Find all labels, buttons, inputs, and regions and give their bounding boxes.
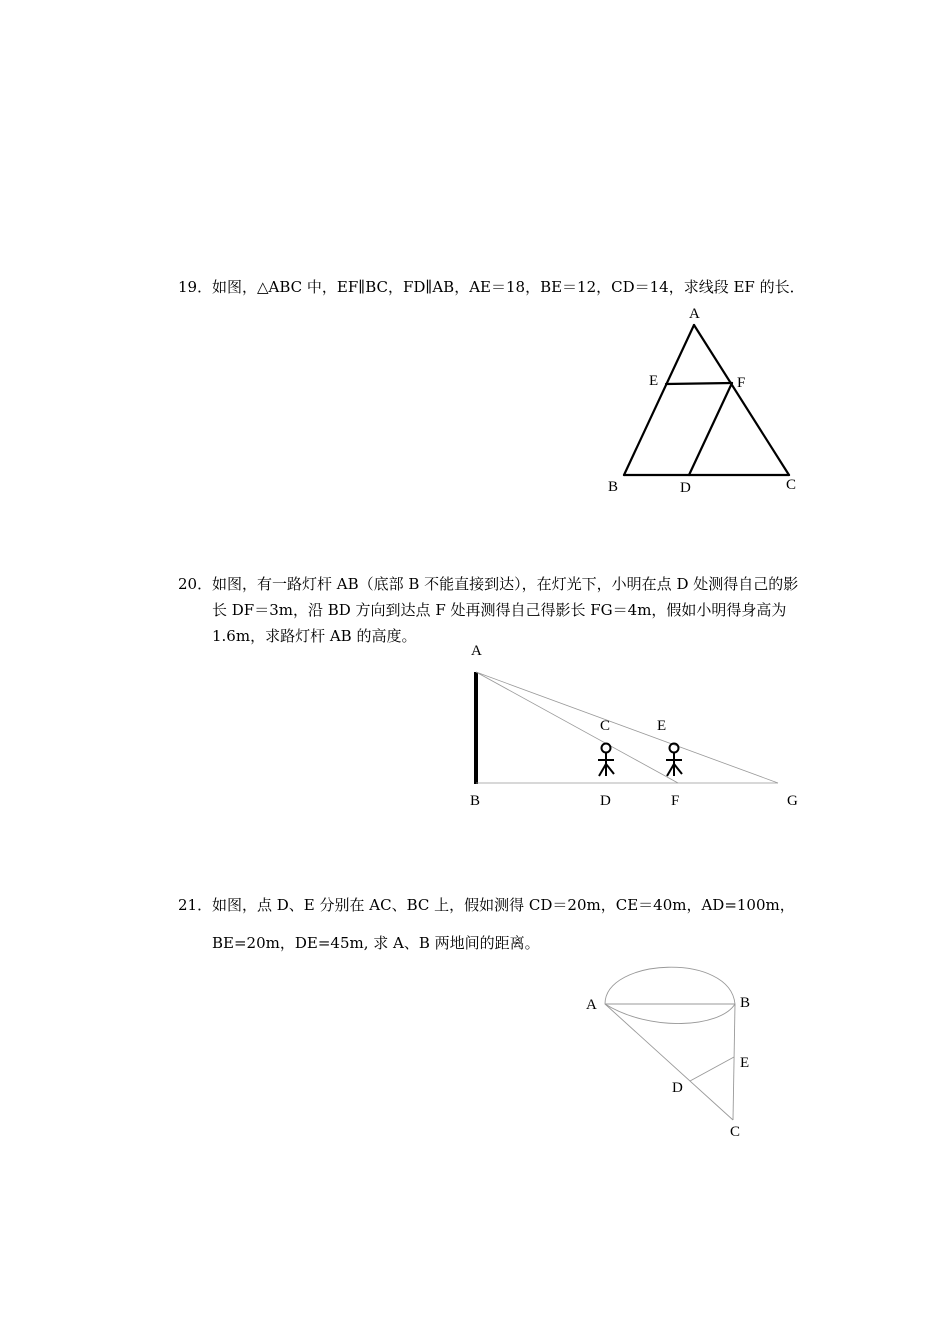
question-text: 如图，点 D、E 分别在 AC、BC 上，假如测得 CD＝20m，CE＝40m，AD=100m，BE=20m，DE=45m, 求 A、B 两地间的距离。 xyxy=(212,896,795,952)
label-f: F xyxy=(737,375,746,391)
question-21 xyxy=(178,886,808,962)
label-d: D xyxy=(680,480,691,496)
label-e: E xyxy=(740,1055,750,1071)
label-e: E xyxy=(657,718,667,734)
label-c: C xyxy=(786,477,797,493)
question-text: 如图，有一路灯杆 AB（底部 B 不能直接到达），在灯光下，小明在点 D 处测得自己的影长 DF＝3m，沿 BD 方向到达点 F 处再测得自己得影长 FG＝4m，假如小明得身高为 1.6m，求路灯杆 AB 的高度。 xyxy=(212,575,799,645)
label-b: B xyxy=(470,793,481,809)
segment-ef xyxy=(666,383,732,384)
question-number: 19． xyxy=(178,278,213,296)
question-19 xyxy=(178,274,808,300)
label-g: G xyxy=(787,793,798,809)
segment-fd xyxy=(689,383,732,475)
street-lamp-diagram xyxy=(460,640,820,820)
label-c: C xyxy=(600,718,611,734)
segment-bc xyxy=(733,1004,735,1120)
segment-ac xyxy=(605,1004,733,1120)
label-b: B xyxy=(608,479,619,495)
triangle-diagram xyxy=(600,300,820,500)
label-a: A xyxy=(471,643,482,659)
label-d: D xyxy=(600,793,611,809)
label-f: F xyxy=(671,793,680,809)
label-d: D xyxy=(672,1080,683,1096)
segment-ab xyxy=(624,325,694,475)
label-a: A xyxy=(586,997,597,1013)
label-e: E xyxy=(649,373,659,389)
pond-outline xyxy=(605,967,735,1023)
segment-ac xyxy=(694,325,789,475)
question-text: 如图，△ABC 中，EF∥BC，FD∥AB，AE＝18，BE＝12，CD＝14，求线段 EF 的长． xyxy=(212,278,805,296)
light-ray-ag xyxy=(476,672,778,783)
light-ray-af xyxy=(476,672,678,783)
pond-distance-diagram xyxy=(580,960,780,1150)
label-b: B xyxy=(740,995,751,1011)
person-at-f-icon xyxy=(666,744,682,777)
question-20 xyxy=(178,571,808,649)
label-a: A xyxy=(689,306,700,322)
segment-de xyxy=(690,1057,734,1081)
question-number: 20． xyxy=(178,575,213,593)
person-at-d-icon xyxy=(598,744,614,777)
label-c: C xyxy=(730,1124,741,1140)
question-number: 21． xyxy=(178,896,213,914)
